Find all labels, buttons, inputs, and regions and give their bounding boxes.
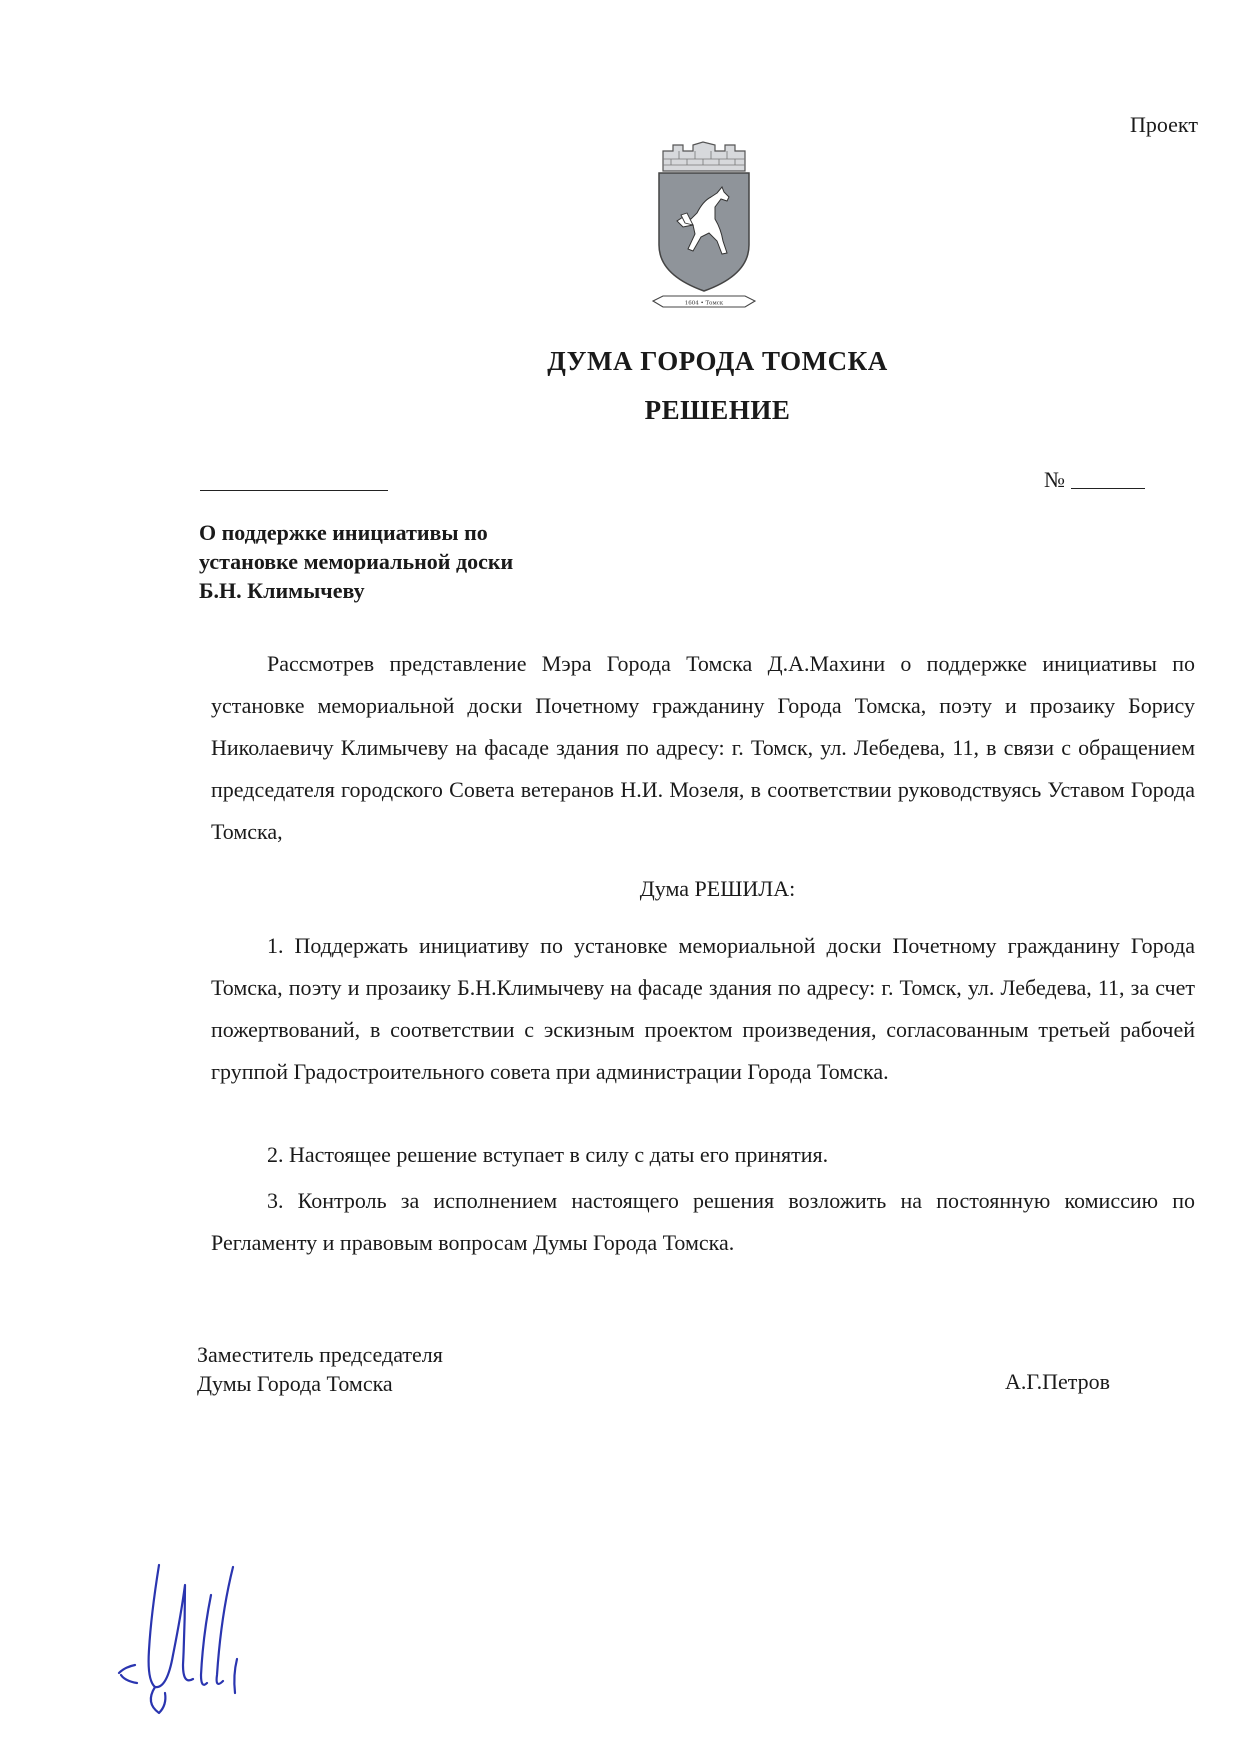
resolution-item-1: 1. Поддержать инициативу по установке мемориальной доски Почетному гражданину Города Томска, поэту и прозаику Б.Н.Климычеву на фасаде здания по адресу: г. Томск, ул. Лебедева, 11, за счет пожертвований, в соответствии с эскизным проектом произведения, согласованным третьей рабочей группой Градостроительного совета при администрации Города Томска.: [211, 933, 1195, 1084]
organization-title: ДУМА ГОРОДА ТОМСКА: [547, 346, 888, 376]
document-number: [1044, 466, 1145, 493]
subject-line: Б.Н. Климычеву: [199, 578, 365, 603]
signer-name: А.Г.Петров: [1005, 1369, 1111, 1394]
subject-line: установке мемориальной доски: [199, 549, 514, 574]
resolution-item-3: 3. Контроль за исполнением настоящего решения возложить на постоянную комиссию по Регламенту и правовым вопросам Думы Города Томска.: [211, 1188, 1195, 1255]
svg-text:1604 • Томск: 1604 • Томск: [684, 300, 724, 307]
draft-stamp: Проект: [1130, 112, 1198, 137]
date-blank-line: [200, 490, 388, 491]
resolution-item-2: 2. Настоящее решение вступает в силу с даты его принятия.: [267, 1142, 829, 1167]
document-type: РЕШЕНИЕ: [644, 395, 791, 425]
preamble-paragraph: Рассмотрев представление Мэра Города Томска Д.А.Махини о поддержке инициативы по установке мемориальной доски Почетному гражданину Города Томска, поэту и прозаику Борису Николаевичу Климычеву на фасаде здания по адресу: г. Томск, ул. Лебедева, 11, в связи с обращением председателя городского Совета ветеранов Н.И. Мозеля, в соответствии руководствуясь Уставом Города Томска,: [211, 651, 1195, 844]
signer-position-line: Заместитель председателя: [197, 1342, 443, 1367]
subject-line: О поддержке инициативы по: [199, 520, 488, 545]
handwritten-signature-icon: [115, 1555, 255, 1725]
city-coat-of-arms-icon: [649, 141, 759, 313]
signer-position-line: Думы Города Томска: [197, 1371, 393, 1396]
resolution-heading: Дума РЕШИЛА:: [639, 876, 796, 901]
document-subject: [199, 518, 619, 605]
number-label: №: [1044, 467, 1065, 492]
signer-position: [197, 1340, 443, 1398]
number-blank-line: [1071, 466, 1145, 489]
